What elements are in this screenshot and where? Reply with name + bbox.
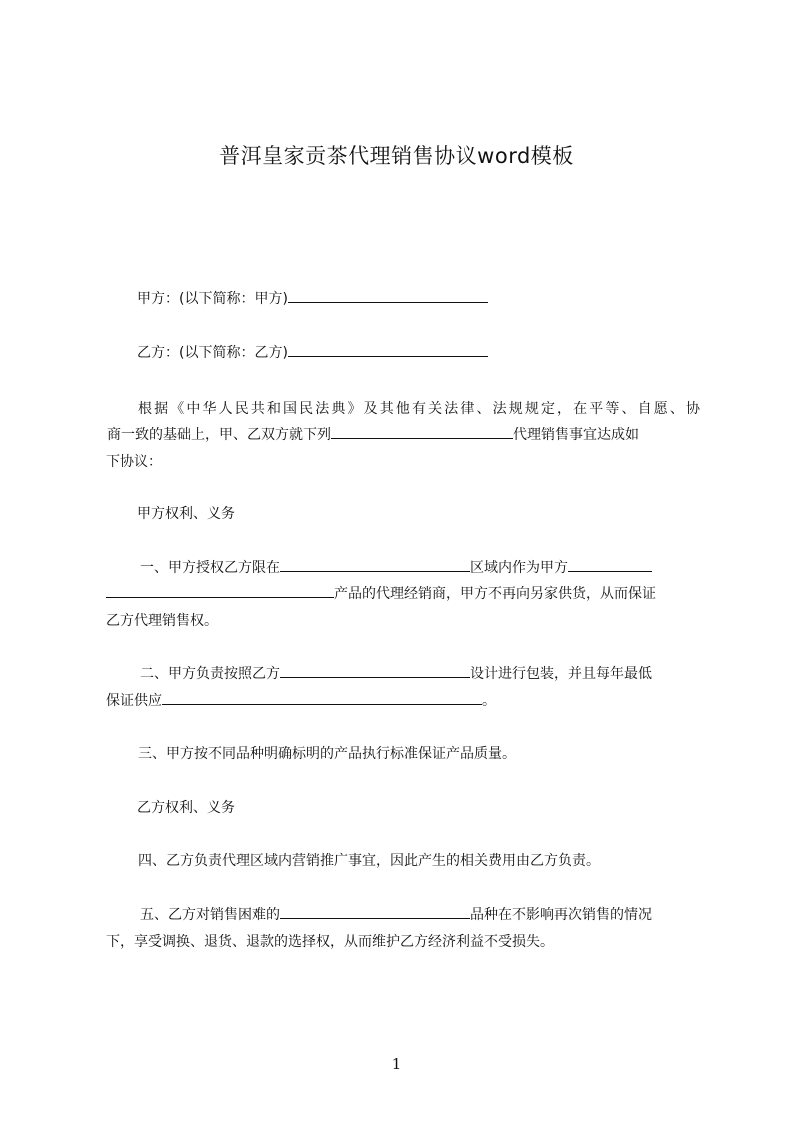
- clause-5-variety-blank: [280, 900, 470, 919]
- preamble-line-3: 下协议：: [106, 454, 162, 470]
- party-b-line: [137, 338, 488, 368]
- clause-2-design-blank: [280, 659, 470, 678]
- party-b-blank: [288, 338, 488, 357]
- clause-1-party-blank: [568, 553, 652, 572]
- clause-1-text: 一、甲方授权乙方限在: [140, 560, 280, 576]
- clause-1-middle-text: 区域内作为甲方: [470, 560, 568, 576]
- clause-2-line-2-end: 。: [482, 693, 496, 709]
- party-a-label: 甲方：(以下简称：甲方): [137, 291, 288, 307]
- preamble-line-2-end: 代理销售事宜达成如: [513, 427, 639, 443]
- preamble-blank: [331, 420, 513, 439]
- clause-1-after-text: 产品的代理经销商，甲方不再向另家供货，从而保证: [334, 586, 656, 602]
- preamble-line-1: 根据《中华人民共和国民法典》及其他有关法律、法规规定，在平等、自愿、协: [138, 401, 700, 417]
- party-a-line: [137, 284, 488, 314]
- clause-4: 四、乙方负责代理区域内营销推广事宜，因此产生的相关费用由乙方负责。: [138, 853, 600, 869]
- clause-1-line-2: [106, 579, 656, 609]
- preamble-line-2: [107, 420, 639, 450]
- section-a-heading: 甲方权利、义务: [137, 506, 235, 522]
- section-b-heading: 乙方权利、义务: [137, 800, 235, 816]
- clause-5-line-2: 下，享受调换、退货、退款的选择权，从而维护乙方经济利益不受损失。: [106, 934, 554, 950]
- clause-2-line-2: [106, 686, 496, 716]
- clause-3: 三、甲方按不同品种明确标明的产品执行标准保证产品质量。: [138, 746, 516, 762]
- party-a-blank: [288, 284, 488, 303]
- clause-1-product-blank: [106, 579, 334, 598]
- clause-2-line-2-text: 保证供应: [106, 693, 162, 709]
- clause-2-after-text: 设计进行包装，并且每年最低: [470, 666, 652, 682]
- clause-5-after-text: 品种在不影响再次销售的情况: [470, 907, 652, 923]
- clause-2-supply-blank: [162, 686, 482, 705]
- clause-5-text: 五、乙方对销售困难的: [140, 907, 280, 923]
- preamble-line-2-text: 商一致的基础上，甲、乙双方就下列: [107, 427, 331, 443]
- clause-1-region-blank: [280, 553, 470, 572]
- clause-2-line-1: [140, 659, 652, 689]
- party-b-label: 乙方：(以下简称：乙方): [137, 345, 288, 361]
- document-title: 普洱皇家贡茶代理销售协议word模板: [219, 144, 574, 168]
- clause-2-text: 二、甲方负责按照乙方: [140, 666, 280, 682]
- clause-5-line-1: [140, 900, 652, 930]
- page-number: 1: [391, 1055, 402, 1073]
- clause-1-line-3: 乙方代理销售权。: [106, 613, 218, 629]
